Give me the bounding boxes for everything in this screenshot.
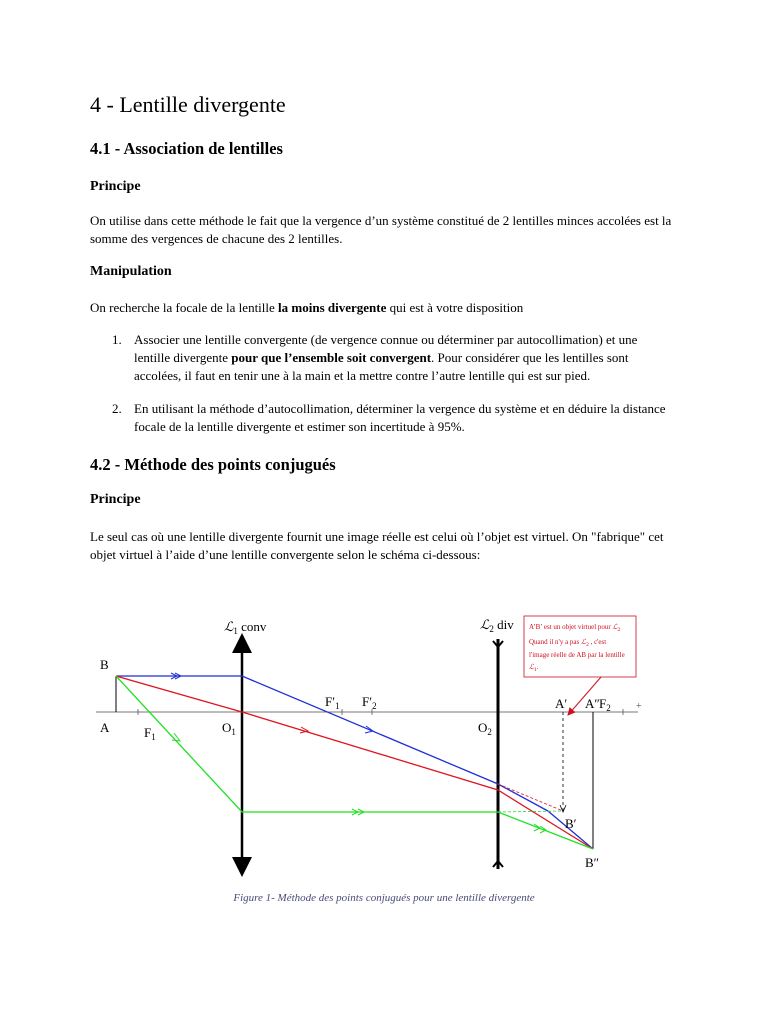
- manipulation-intro: [90, 299, 690, 317]
- lens-1-label: ℒ$_1$ conv: [224, 619, 267, 636]
- point-a-prime-label: A′: [555, 696, 568, 711]
- list-item-text: [134, 331, 669, 385]
- point-f1-label: $F_1$: [144, 725, 156, 742]
- annotation-line-3: l'image réelle de AB par la lentille: [529, 651, 625, 659]
- figure-caption: Figure 1- Méthode des points conjugués pour une lentille divergente: [233, 892, 535, 904]
- green-ray: [116, 676, 593, 849]
- point-f2-prime-label: $F'_2$: [362, 694, 377, 711]
- annotation-line-2: Quand il n'y a pas ℒ$_2$ , c'est: [529, 638, 607, 648]
- point-f1-prime-label: $F'_1$: [325, 694, 340, 711]
- green-ray-virtual-extension: [498, 811, 563, 812]
- subsection-title-points-conjugues: 4.2 - Méthode des points conjugués: [90, 455, 336, 474]
- item1-bold: pour que l’ensemble soit convergent: [231, 350, 432, 365]
- annotation-line-1: A’B’ est un objet virtuel pour ℒ$_2$: [529, 623, 621, 633]
- manip-intro-bold: la moins divergente: [278, 300, 387, 315]
- section-title: 4 - Lentille divergente: [90, 92, 286, 117]
- lens-2-label: ℒ$_2$ div: [480, 617, 514, 634]
- principe-paragraph-1: On utilise dans cette méthode le fait que la vergence d’un système constitué de 2 lentilles minces accolées est la somme des vergences de chacune des 2 lentilles.: [90, 213, 672, 246]
- manip-intro-text-b: qui est à votre disposition: [386, 300, 524, 315]
- point-b-double-prime-label: B″: [585, 855, 600, 870]
- subsection-title-association: 4.1 - Association de lentilles: [90, 139, 283, 158]
- green-ray-chevron-3: [534, 824, 546, 833]
- point-b-label: B: [100, 657, 109, 672]
- list-item-number: 2.: [112, 401, 122, 416]
- item1-text-a: Associer une lentille convergente (de vergence connue ou déterminer par autocollimation) et une lentille divergente: [134, 332, 638, 365]
- item1-text-b: . Pour considérer que les lentilles sont accolées, il faut en tenir une à la main et la mettre contre l’autre lentille qui est sur pied.: [134, 350, 629, 383]
- optics-diagram: [96, 605, 642, 881]
- point-b-prime-label: B′: [565, 816, 577, 831]
- point-f2-label: $F_2$: [599, 696, 611, 713]
- manip-intro-text-a: On recherche la focale de la lentille: [90, 300, 279, 315]
- principe-heading-2: Principe: [90, 492, 141, 507]
- red-ray-virtual-extension: [498, 784, 563, 811]
- point-a-label: A: [100, 720, 110, 735]
- principe-heading-1: Principe: [90, 179, 141, 194]
- manipulation-heading: Manipulation: [90, 264, 172, 279]
- point-o1-label: $O_1$: [222, 720, 236, 737]
- principe-paragraph-2: Le seul cas où une lentille divergente fournit une image réelle est celui où l’objet est virtuel. On "fabrique" cet objet virtuel à l’aide d’une lentille convergente selon le schéma ci-dessous:: [90, 529, 664, 562]
- point-a-double-prime-label: A″: [585, 696, 600, 711]
- red-ray: [116, 676, 593, 849]
- annotation-line-4: ℒ$_1$.: [529, 663, 539, 673]
- point-o2-label: $O_2$: [478, 720, 492, 737]
- list-item-text: En utilisant la méthode d’autocollimation, déterminer la vergence du système et en déduire la distance focale de la lentille divergente et estimer son incertitude à 95%.: [134, 401, 666, 434]
- list-item-number: 1.: [112, 332, 122, 347]
- axis-plus-label: +: [636, 701, 642, 712]
